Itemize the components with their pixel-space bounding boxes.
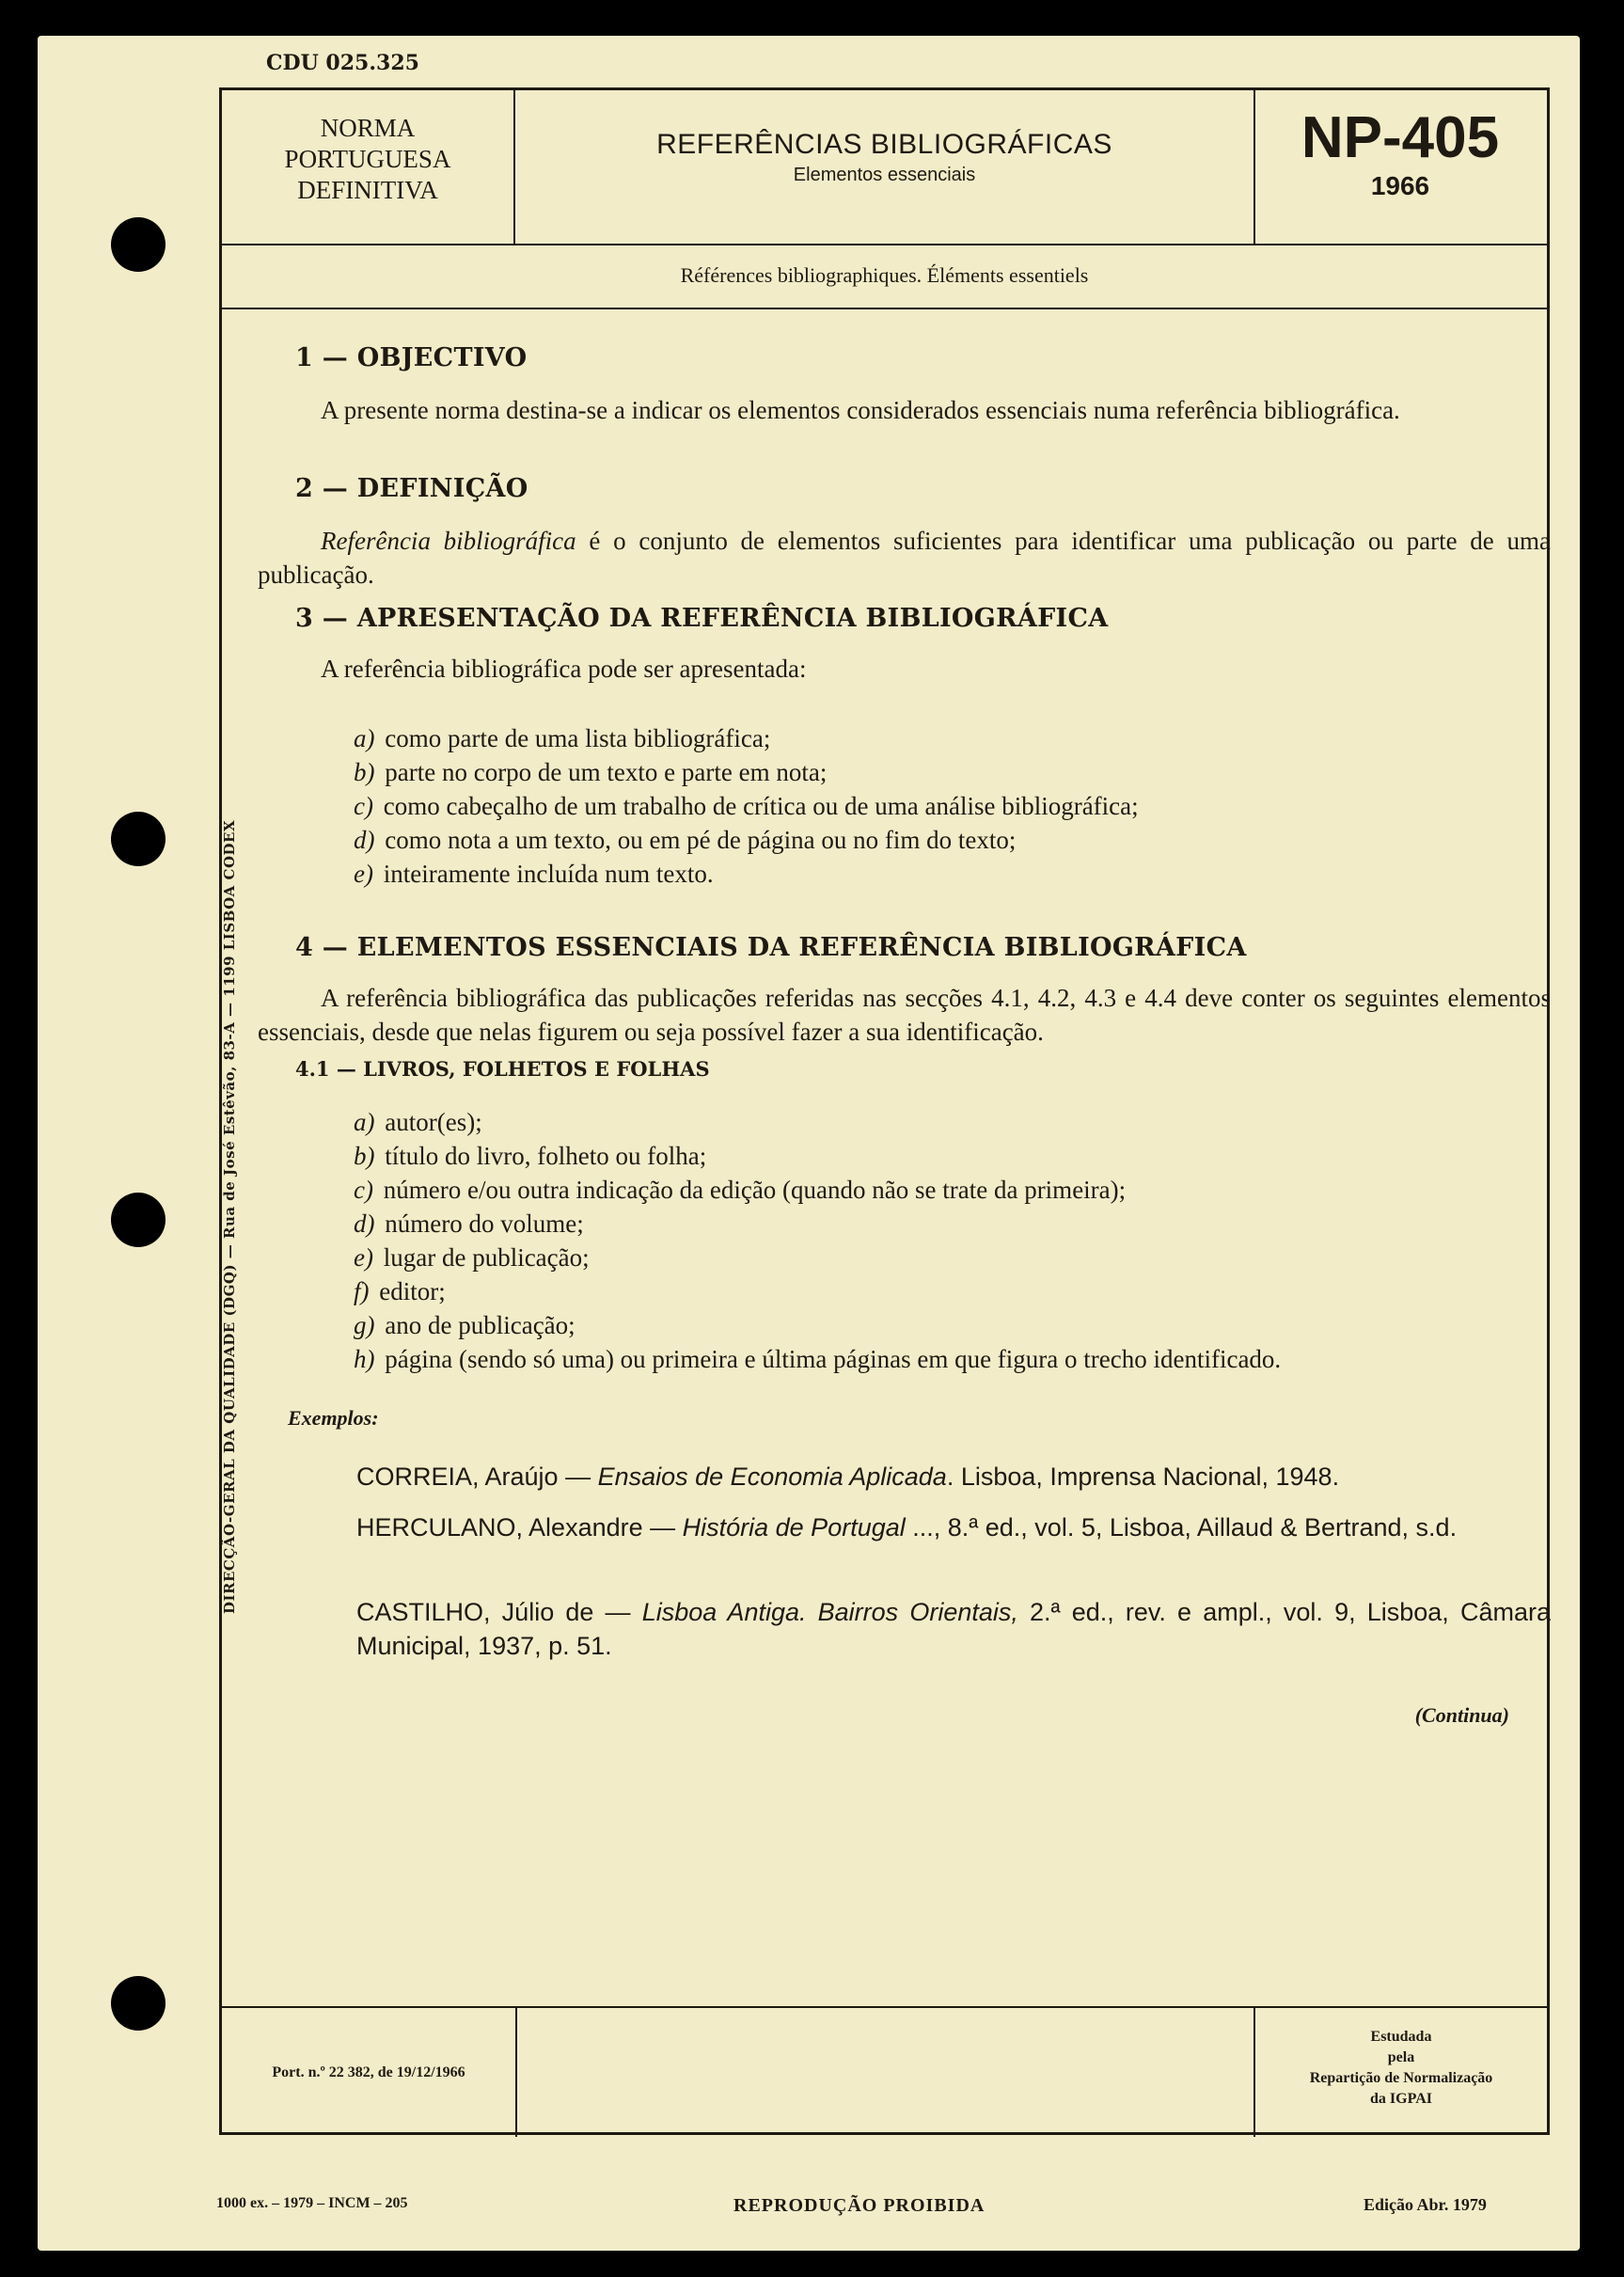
list-item: e) lugar de publicação;: [354, 1243, 590, 1272]
portaria: Port. n.º 22 382, de 19/12/1966: [222, 2008, 517, 2137]
norm-year: 1966: [1370, 171, 1430, 200]
list-item: h) página (sendo só uma) ou primeira e última páginas em que figura o trecho identificado.: [354, 1345, 1282, 1373]
reproduction-notice: REPRODUÇÃO PROIBIDA: [733, 2195, 985, 2216]
french-title: Références bibliographiques. Éléments essentiels: [222, 244, 1547, 309]
norm-id-box: [1253, 90, 1547, 244]
section-text: A referência bibliográfica pode ser apresentada:: [321, 655, 807, 683]
norm-title-box: [515, 90, 1255, 244]
footer-row: [222, 2006, 1547, 2137]
punch-hole: [111, 1976, 166, 2031]
section-heading: 3 — APRESENTAÇÃO DA REFERÊNCIA BIBLIOGRÁFICA: [295, 604, 1109, 633]
section-text: Referência bibliográfica é o conjunto de elementos suficientes para identificar uma publicação ou parte de uma publicação.: [258, 527, 1551, 589]
example-reference: HERCULANO, Alexandre — História de Portugal ..., 8.ª ed., vol. 5, Lisboa, Aillaud & Bertrand, s.d.: [356, 1513, 1458, 1542]
section-text: A referência bibliográfica das publicações referidas nas secções 4.1, 4.2, 4.3 e 4.4 deve conter os seguintes elementos essenciais, desde que nelas figurem ou seja possível fazer a sua identificação.: [258, 984, 1551, 1046]
list-item: b) título do livro, folheto ou folha;: [354, 1142, 707, 1170]
list-item: a) autor(es);: [354, 1108, 482, 1136]
norm-title: REFERÊNCIAS BIBLIOGRÁFICAS: [656, 129, 1112, 160]
list-item: a) como parte de uma lista bibliográfica;: [354, 724, 771, 752]
list-item: b) parte no corpo de um texto e parte em nota;: [354, 758, 828, 786]
cdu-code: CDU 025.325: [266, 51, 419, 75]
section-heading: 1 — OBJECTIVO: [295, 343, 528, 372]
list-item: d) número do volume;: [354, 1210, 584, 1238]
list-item: f) editor;: [354, 1277, 446, 1305]
header-row: [222, 90, 1547, 245]
punch-hole: [111, 217, 166, 272]
norm-code: NP-405: [1301, 105, 1500, 170]
norm-subtitle: Elementos essenciais: [793, 165, 976, 185]
list-item: g) ano de publicação;: [354, 1311, 575, 1339]
punch-hole: [111, 812, 166, 866]
publisher-address: DIRECÇÃO-GERAL DA QUALIDADE (DGQ) — Rua de José Estêvão, 83-A — 1199 LISBOA CODEX: [221, 819, 238, 1614]
defined-term: Referência bibliográfica: [321, 527, 576, 555]
list-item: c) como cabeçalho de um trabalho de crítica ou de uma análise bibliográfica;: [354, 792, 1139, 820]
edition-date: Edição Abr. 1979: [1364, 2195, 1487, 2214]
list-item: d) como nota a um texto, ou em pé de página ou no fim do texto;: [354, 826, 1017, 854]
document-page: [38, 36, 1580, 2251]
continues-note: (Continua): [1414, 1703, 1509, 1727]
example-reference: CASTILHO, Júlio de — Lisboa Antiga. Bairros Orientais, 2.ª ed., rev. e ampl., vol. 9, Lisboa, Câmara Municipal, 1937, p. 51.: [356, 1598, 1551, 1660]
punch-hole: [111, 1193, 166, 1247]
list-item: c) número e/ou outra indicação da edição (quando não se trate da primeira);: [354, 1176, 1127, 1204]
section-heading: 4 — ELEMENTOS ESSENCIAIS DA REFERÊNCIA BIBLIOGRÁFICA: [295, 933, 1247, 962]
norm-body: [222, 308, 1551, 2006]
subsection-heading: 4.1 — LIVROS, FOLHETOS E FOLHAS: [295, 1057, 710, 1081]
print-run: 1000 ex. – 1979 – INCM – 205: [216, 2195, 408, 2211]
norm-frame: [219, 87, 1550, 2135]
studied-by: Estudada pela Repartição de Normalização da IGPAI: [1253, 2008, 1547, 2137]
section-text: A presente norma destina-se a indicar os elementos considerados essenciais numa referência bibliográfica.: [321, 396, 1400, 424]
example-reference: CORREIA, Araújo — Ensaios de Economia Aplicada. Lisboa, Imprensa Nacional, 1948.: [356, 1463, 1340, 1491]
examples-label: Exemplos:: [288, 1406, 379, 1430]
list-item: e) inteiramente incluída num texto.: [354, 860, 714, 888]
section-heading: 2 — DEFINIÇÃO: [295, 474, 528, 503]
norm-type: NORMA PORTUGUESA DEFINITIVA: [222, 90, 515, 244]
